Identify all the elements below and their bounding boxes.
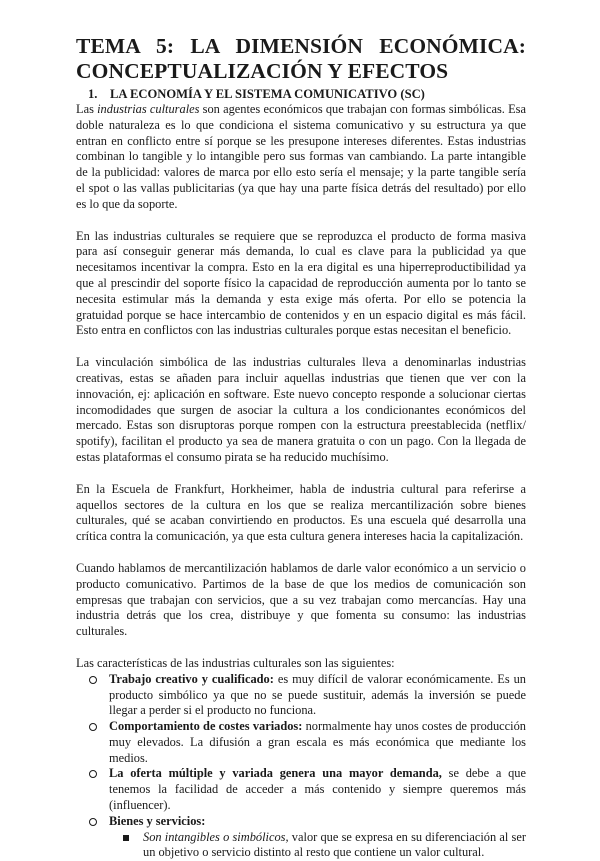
circle-bullet-icon — [89, 676, 97, 684]
paragraph-6: Las características de las industrias culturales son las siguientes: — [76, 655, 395, 670]
list-item-text: se debe a que tenemos la facilidad de acceder a más contenido y siempre queremos más (influencer). — [109, 766, 526, 813]
paragraph-2: En las industrias culturales se requiere que se reproduzca el producto de forma masiva para así conseguir generar más demanda, lo cual es clave para la publicidad ya que necesitamos incentivar la compra. Esto en la era digital es una hiperreproductibilidad ya que al prescindir del soporte físico la capacidad de reproducción aumenta por lo tanto se necesita estimular más la demanda y esta exige más oferta. Por ello se potencia la gratuidad porque se hace intercambio de contenidos y en un espacio digital es más fácil. Esto entra en conflictos con las industrias culturales porque estas necesitan el beneficio. — [76, 228, 526, 338]
circle-bullet-icon — [89, 770, 97, 778]
list-item — [89, 672, 526, 719]
list-item — [89, 719, 526, 766]
sub-list — [109, 830, 526, 861]
circle-bullet-icon — [89, 723, 97, 731]
section-number: 1. — [88, 87, 98, 101]
list-item-text: normalmente hay unos costes de producción muy elevados. La difusión a gran escala es más económica que mediante los medios. — [109, 719, 526, 765]
list-item-term: Bienes y servicios: — [109, 813, 206, 828]
circle-bullet-icon — [89, 818, 97, 826]
p1-text-c: son agentes económicos que trabajan con formas simbólicas. Esa doble naturaleza es lo que condiciona el sistema comunicativo y su estructura ya que entran en conflicto entre sí porque se les presupone intereses diferentes. Estas industrias combinan lo tangible y lo intangible pero sus formas van cambiando. La parte intangible de la publicidad: valores de marca por ello esto sería el mensaje; y la parte tangible sería el spot o las vallas publicitarias (ya que hay una parte física detrás del resultado) por ello es lo que da soporte. — [76, 102, 526, 211]
square-bullet-icon — [123, 835, 129, 841]
paragraph-3: La vinculación simbólica de las industrias culturales lleva a denominarlas industrias creativas, estas se añaden para incluir aquellas industrias que tienen que ver con la innovación, ej: aplicación en software. Este nuevo concepto responde a solucionar ciertas incomodidades que surgen de asociar la cultura a los condicionantes económicos del mercado. Estas son disruptoras porque rompen con la estructura preestablecida (netflix/ spotify), facilitan el producto ya sea de manera gratuita o con un pago. Con la llegada de estas plataformas el consumo pirata se ha reducido muchísimo. — [76, 355, 526, 464]
document-title: TEMA 5: LA DIMENSIÓN ECONÓMICA: CONCEPTUALIZACIÓN Y EFECTOS — [76, 34, 526, 83]
section-title: LA ECONOMÍA Y EL SISTEMA COMUNICATIVO (SC) — [110, 87, 425, 101]
characteristics-list — [76, 672, 526, 861]
sub-list-item-text: valor que se expresa en su diferenciación al ser un objetivo o servicio distinto al resto que contiene un valor cultural. — [143, 829, 526, 860]
p1-text-a: Las — [76, 102, 98, 116]
section-heading — [88, 87, 526, 102]
list-item-term: Comportamiento de costes variados: — [109, 719, 303, 734]
paragraph-4: En la Escuela de Frankfurt, Horkheimer, habla de industria cultural para referirse a aquellos sectores de la cultura en los que se realiza mercantilización sobre bienes culturales, qué se acaban convirtiendo en productos. Es una escuela qué desarrolla una crítica contra la comunicación, ya que esta cultura genera intereses hacia la capitalización. — [76, 481, 526, 544]
p1-italic-term: industrias culturales — [97, 102, 200, 116]
list-item-text: es muy difícil de valorar económicamente. Es un producto simbólico ya que no se puede sustituir, además la inversión se puede llegar a perder si el producto no funciona. — [109, 671, 527, 718]
list-item — [89, 766, 526, 813]
list-item — [89, 814, 526, 861]
list-item-term: Trabajo creativo y cualificado: — [109, 671, 274, 686]
sub-list-item — [123, 830, 526, 861]
sub-list-item-term: Son intangibles o simbólicos, — [143, 829, 289, 844]
paragraph-5: Cuando hablamos de mercantilización hablamos de darle valor económico a un servicio o producto comunicativo. Partimos de la base de que los medios de comunicación son empresas que trabajan con servicios, que a su vez trabajan como mercancías. Hay una industria detrás que los crea, distribuye y que fomenta su consumo: las industrias culturales. — [76, 560, 526, 639]
list-item-term: La oferta múltiple y variada genera una mayor demanda, — [109, 766, 442, 781]
paragraph-1 — [76, 102, 526, 213]
document-page — [76, 34, 526, 861]
